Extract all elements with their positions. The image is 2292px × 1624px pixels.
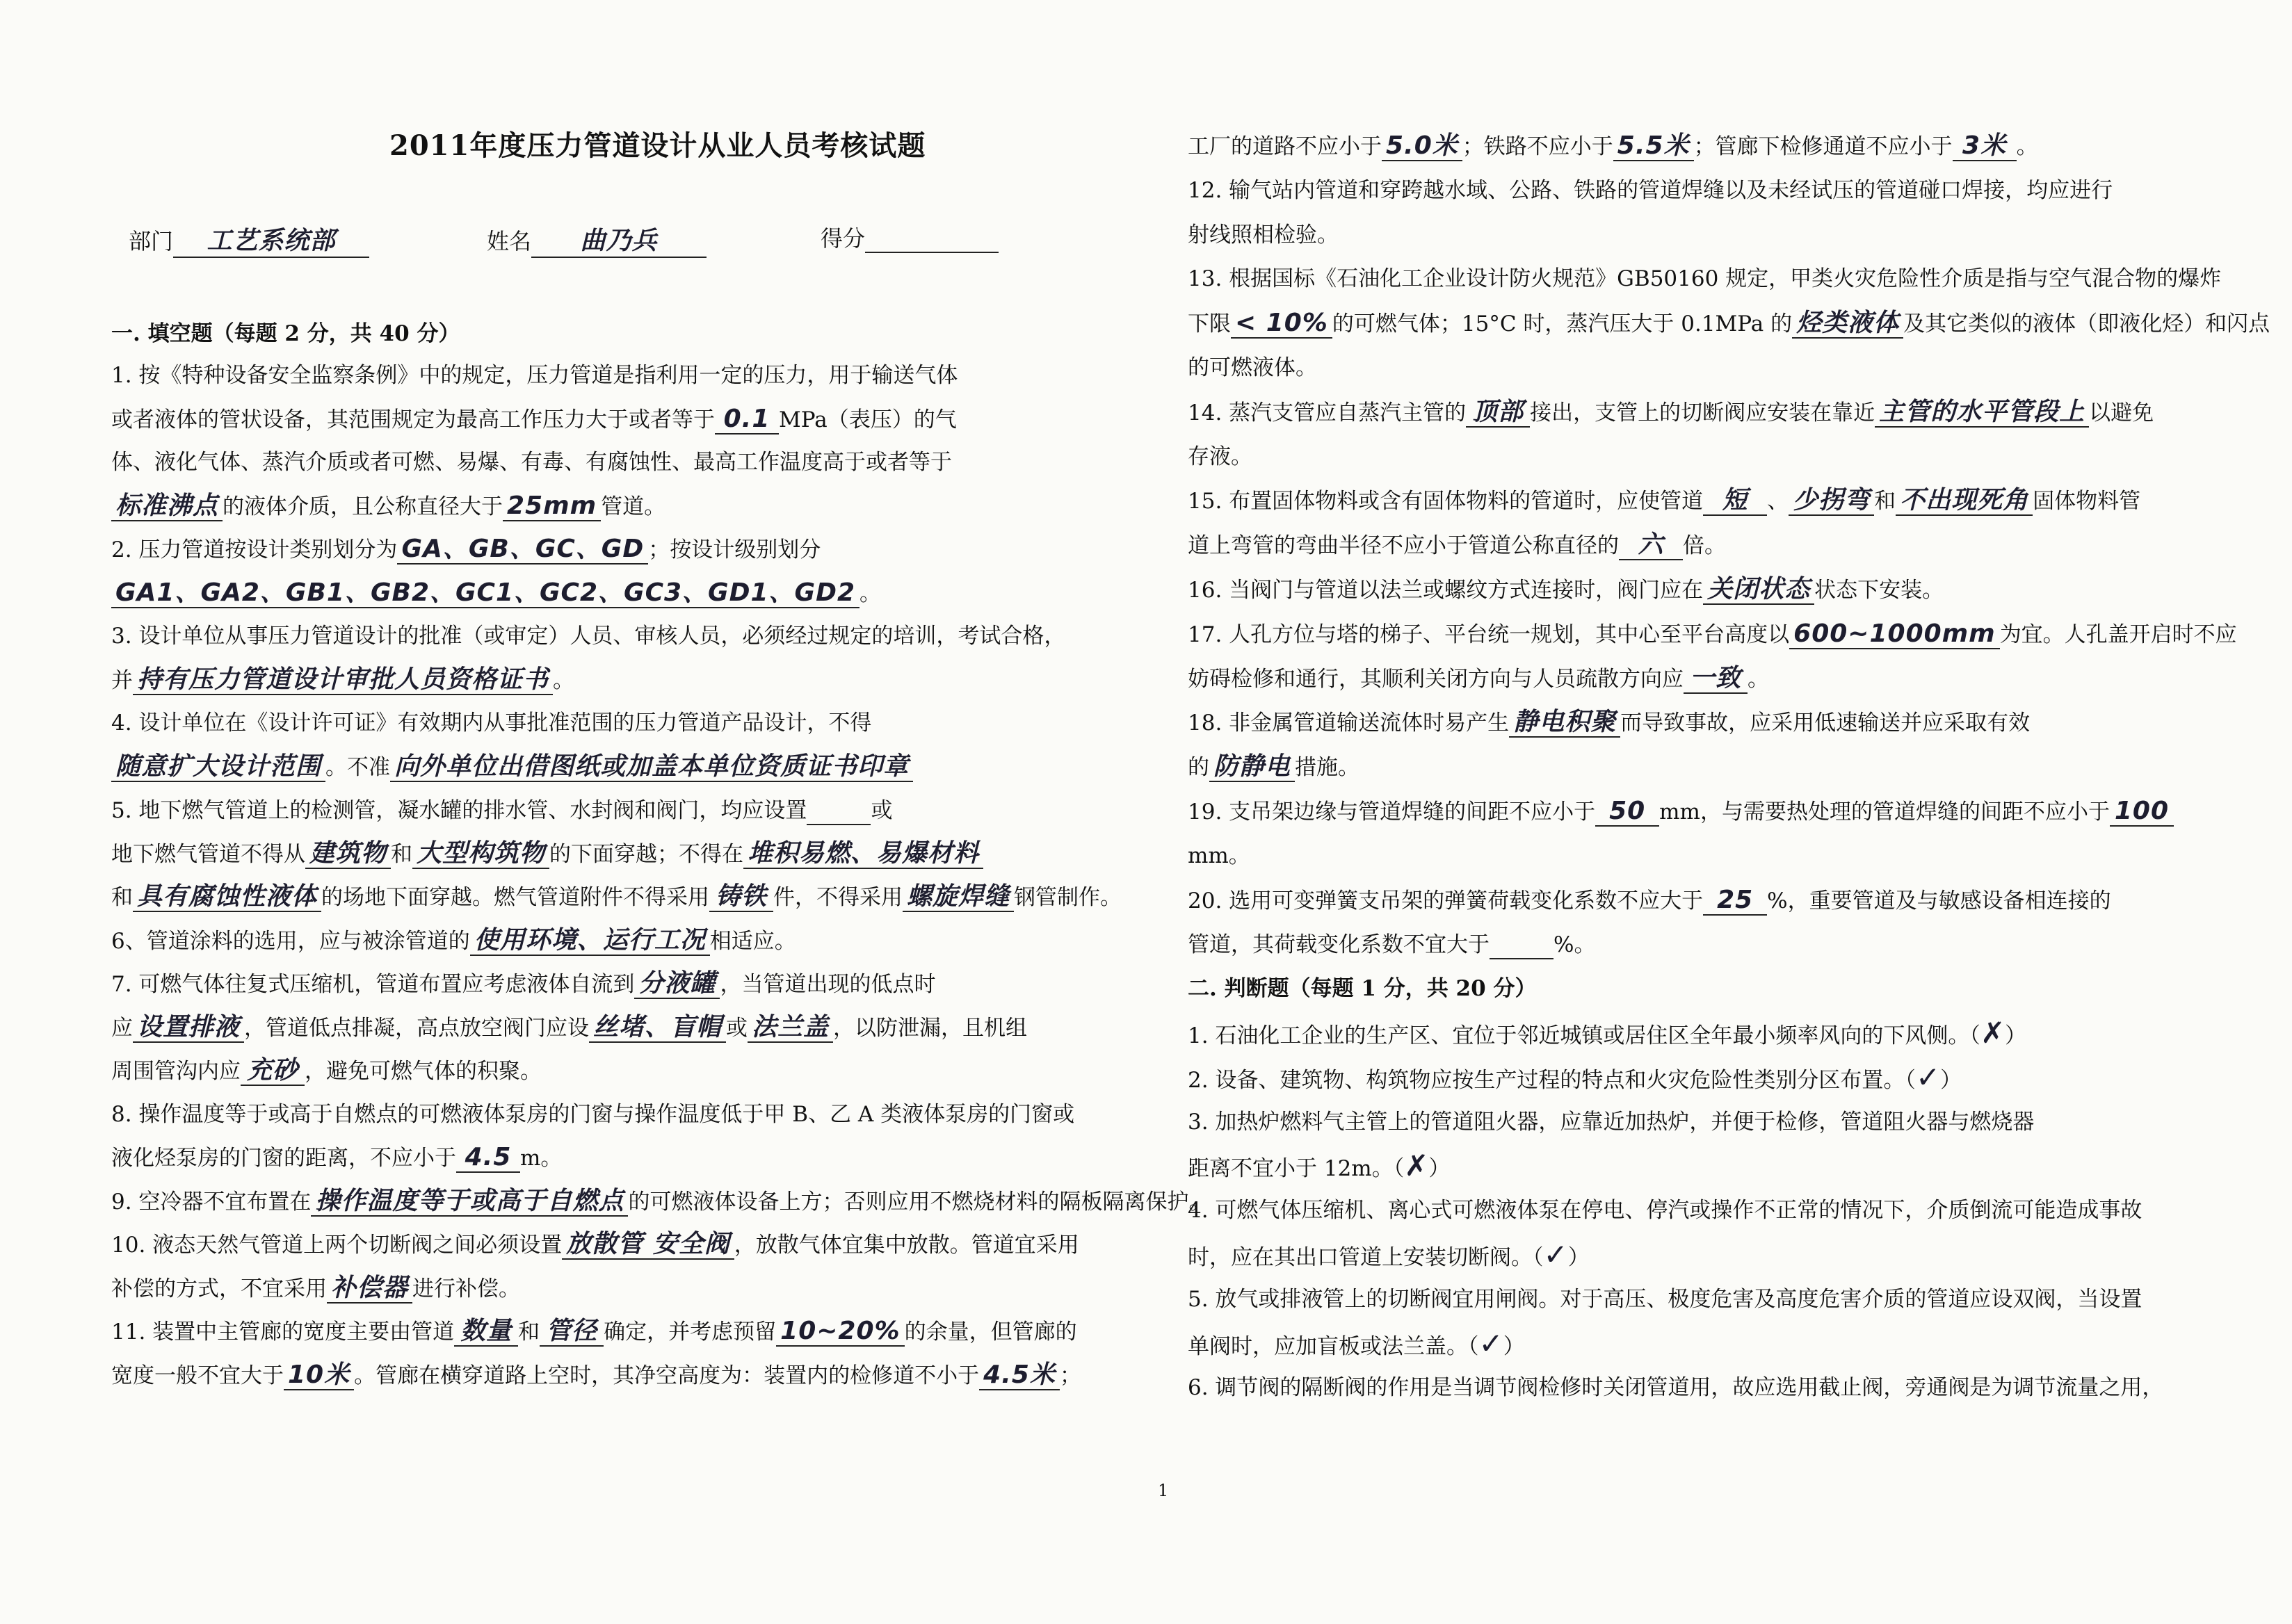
question-text: 。 — [1748, 666, 1769, 692]
question-text: 或 — [871, 798, 893, 823]
question-text: 进行补偿。 — [412, 1276, 521, 1301]
question-line — [1188, 753, 1359, 782]
question-line — [1188, 620, 2237, 649]
handwritten-answer: 5.0米 — [1382, 132, 1462, 161]
question-line — [1188, 930, 1595, 959]
question-line — [1188, 1237, 1590, 1272]
question-text: 10. 液态天然气管道上两个切断阀之间必须设置 — [111, 1233, 563, 1258]
question-text: 的可燃气体；15°C 时，蒸汽压大于 0.1MPa 的 — [1332, 311, 1793, 337]
question-line — [1188, 1016, 2027, 1050]
question-line — [111, 883, 1122, 912]
question-line — [111, 579, 881, 608]
question-line — [1188, 842, 1250, 870]
question-line — [111, 840, 983, 869]
handwritten-answer: 放散管 安全阀 — [562, 1231, 734, 1260]
question-text: 和 — [1874, 489, 1896, 514]
question-text: 下限 — [1188, 311, 1231, 337]
question-text: 道上弯管的弯曲半径不应小于管道公称直径的 — [1188, 533, 1619, 559]
question-line — [1188, 531, 1726, 560]
question-text: 地下燃气管道不得从 — [111, 841, 305, 867]
question-text: 14. 蒸汽支管应自蒸汽主管的 — [1188, 400, 1467, 425]
handwritten-answer: 六 — [1619, 531, 1683, 560]
question-text: 15. 布置固体物料或含有固体物料的管道时，应使管道 — [1188, 489, 1704, 514]
handwritten-answer: 大型构筑物 — [412, 840, 549, 869]
question-line — [1188, 708, 2030, 738]
handwritten-answer: 3米 — [1953, 132, 2017, 161]
handwritten-answer — [1490, 930, 1553, 959]
question-text: 并 — [111, 667, 133, 693]
question-text: 距离不宜小于 12m。（ — [1188, 1156, 1405, 1182]
question-line — [1188, 886, 2111, 916]
question-text: 妨碍检修和通行，其顺利关闭方向与人员疏散方向应 — [1188, 666, 1684, 692]
question-text: 周围管沟内应 — [111, 1059, 241, 1084]
handwritten-answer: 随意扩大设计范围 — [111, 753, 325, 782]
question-text: ） — [1940, 1067, 1962, 1093]
question-text: 确定，并考虑预留 — [604, 1320, 777, 1345]
question-text: 。 — [2016, 134, 2038, 159]
question-line — [111, 753, 913, 782]
handwritten-answer: 25mm — [503, 492, 601, 521]
question-text: 补偿的方式，不宜采用 — [111, 1276, 327, 1301]
question-text: ） — [1567, 1245, 1590, 1270]
handwritten-answer: 100 — [2110, 797, 2174, 827]
question-line — [1188, 265, 2221, 293]
question-line — [111, 1361, 1081, 1390]
question-line — [1188, 1108, 2034, 1136]
dept-field: 部门 工艺系统部 — [129, 221, 369, 258]
question-text: 单阀时，应加盲板或法兰盖。（ — [1188, 1333, 1479, 1359]
handwritten-answer: 使用环境、运行工况 — [470, 927, 710, 956]
question-line — [1188, 177, 2113, 204]
question-text: 9. 空冷器不宜布置在 — [111, 1189, 312, 1215]
question-line — [111, 448, 952, 476]
question-text: 件，不得采用 — [773, 885, 903, 910]
question-line — [111, 796, 892, 825]
question-text: 6. 调节阀的隔断阀的作用是当调节阀检修时关闭管道用，故应选用截止阀，旁通阀是为调节流量之用， — [1188, 1375, 2164, 1401]
question-text: 以避免 — [2089, 400, 2154, 425]
question-text: 的液体介质，且公称直径大于 — [223, 494, 503, 519]
question-text: 钢管制作。 — [1014, 885, 1122, 910]
handwritten-answer: GA1、GA2、GB1、GB2、GC1、GC2、GC3、GD1、GD2 — [111, 579, 860, 608]
question-line — [111, 622, 1065, 650]
page-number: 1 — [1158, 1481, 1169, 1500]
question-line — [111, 970, 935, 999]
question-text: 的余量，但管廊的 — [904, 1320, 1077, 1345]
question-text: ） — [1428, 1156, 1451, 1182]
question-text: 的场地下面穿越。燃气管道附件不得采用 — [321, 885, 710, 910]
question-line — [111, 1231, 1079, 1260]
question-text: 16. 当阀门与管道以法兰或螺纹方式连接时，阀门应在 — [1188, 578, 1704, 603]
question-text: 而导致事故，应采用低速输送并应采取有效 — [1620, 710, 2031, 736]
question-text: 和 — [111, 885, 133, 910]
question-text: 13. 根据国标《石油化工企业设计防火规范》GB50160 规定，甲类火灾危险性介质是指与空气混合物的爆炸 — [1188, 266, 2222, 292]
question-line — [111, 1317, 1077, 1347]
question-text: 。 — [860, 580, 882, 606]
question-line — [111, 1274, 520, 1304]
question-text: 的 — [1188, 755, 1209, 781]
question-text: 11. 装置中主管廊的宽度主要由管道 — [111, 1320, 455, 1345]
question-line — [111, 492, 665, 521]
question-text: 2. 压力管道按设计类别划分为 — [111, 537, 398, 562]
question-text: 管道，其荷载变化系数不宜大于 — [1188, 932, 1490, 958]
handwritten-answer: 法兰盖 — [748, 1014, 833, 1043]
question-text: 4. 可燃气体压缩机、离心式可燃液体泵在停电、停汽或操作不正常的情况下，介质倒流可能造成事故 — [1188, 1198, 2142, 1224]
handwritten-answer: 一致 — [1684, 665, 1748, 694]
question-text: 5. 放气或排液管上的切断阀宜用闸阀。对于高压、极度危害及高度危害介质的管道应设双阀，当设置 — [1188, 1286, 2142, 1312]
judgement-mark: ✗ — [1404, 1148, 1429, 1183]
handwritten-answer: 短 — [1703, 487, 1767, 516]
handwritten-answer: 向外单位出借图纸或加盖本单位资质证书印章 — [390, 753, 913, 782]
question-line — [1188, 309, 2270, 339]
question-text: 相适应。 — [709, 928, 796, 954]
question-text: 应 — [111, 1015, 133, 1041]
question-text: 1. 按《特种设备安全监察条例》中的规定，压力管道是指利用一定的压力，用于输送气体 — [111, 363, 958, 388]
page-title: 2011年度压力管道设计从业人员考核试题 — [389, 129, 926, 162]
handwritten-answer: 分液罐 — [634, 970, 720, 999]
section-heading — [1188, 975, 1536, 1002]
question-text: 液化烃泵房的门窗的距离，不应小于 — [111, 1146, 456, 1171]
question-line — [1188, 132, 2038, 161]
question-line — [1188, 1148, 1451, 1183]
question-text: ，避免可燃气体的积聚。 — [305, 1059, 542, 1084]
name-field: 姓名 曲乃兵 — [487, 221, 707, 258]
question-text: 措施。 — [1295, 755, 1360, 781]
question-line — [111, 405, 957, 435]
question-text: 3. 加热炉燃料气主管上的管道阻火器，应靠近加热炉，并便于检修，管道阻火器与燃烧器 — [1188, 1109, 2035, 1135]
handwritten-answer: 数量 — [454, 1317, 518, 1347]
question-text: ，当管道出现的低点时 — [720, 972, 936, 997]
handwritten-answer: 少拐弯 — [1789, 487, 1874, 516]
question-text: 18. 非金属管道输送流体时易产生 — [1188, 710, 1510, 736]
question-text: 17. 人孔方位与塔的梯子、平台统一规划，其中心至平台高度以 — [1188, 622, 1790, 647]
handwritten-answer: 不出现死角 — [1896, 487, 2033, 516]
question-text: 5. 地下燃气管道上的检测管，凝水罐的排水管、水封阀和阀门，均应设置 — [111, 798, 807, 823]
question-text: 二. 判断题（每题 1 分，共 20 分） — [1188, 976, 1537, 1002]
question-line — [1188, 221, 1339, 249]
question-text: 接出，支管上的切断阀应安装在靠近 — [1530, 400, 1875, 425]
handwritten-answer: 主管的水平管段上 — [1875, 398, 2089, 428]
question-text: 8. 操作温度等于或高于自燃点的可燃液体泵房的门窗与操作温度低于甲 B、乙 A 类液体泵房的门窗或 — [111, 1101, 1075, 1127]
question-text: 宽度一般不宜大于 — [111, 1363, 284, 1388]
handwritten-answer: 50 — [1595, 797, 1659, 827]
question-text: 工厂的道路不应小于 — [1188, 134, 1382, 159]
question-text: 4. 设计单位在《设计许可证》有效期内从事批准范围的压力管道产品设计，不得 — [111, 710, 872, 736]
question-text: 倍。 — [1683, 533, 1726, 559]
question-line — [111, 1014, 1027, 1043]
question-text: MPa（表压）的气 — [779, 407, 957, 432]
question-line — [1188, 1059, 1962, 1094]
question-line — [111, 666, 574, 695]
question-text: 12. 输气站内管道和穿跨越水域、公路、铁路的管道焊缝以及未经试压的管道碰口焊接，均应进行 — [1188, 177, 2113, 203]
judgement-mark: ✓ — [1543, 1237, 1568, 1272]
handwritten-answer: 充砂 — [241, 1057, 305, 1086]
handwritten-answer: 补偿器 — [327, 1274, 412, 1304]
handwritten-answer: 堆积易燃、易爆材料 — [743, 840, 983, 869]
question-line — [111, 927, 796, 956]
question-text: 2. 设备、建筑物、构筑物应按生产过程的特点和火灾危险性类别分区布置。（ — [1188, 1067, 1916, 1093]
handwritten-answer: 4.5 — [456, 1144, 520, 1173]
question-text: 和 — [391, 841, 413, 867]
question-line — [111, 709, 871, 737]
handwritten-answer: 设置排液 — [133, 1014, 244, 1043]
question-text: 为宜。人孔盖开启时不应 — [1999, 622, 2237, 647]
question-text: 的可燃液体。 — [1188, 355, 1317, 380]
question-text: ； — [1059, 1363, 1081, 1388]
handwritten-answer — [807, 796, 871, 825]
question-text: 19. 支吊架边缘与管道焊缝的间距不应小于 — [1188, 799, 1596, 825]
question-line — [111, 1057, 542, 1086]
handwritten-answer: 关闭状态 — [1703, 576, 1814, 605]
question-text: 及其它类似的液体（即液化烃）和闪点 — [1903, 311, 2270, 337]
question-text: 的下面穿越；不得在 — [549, 841, 744, 867]
handwritten-answer: 防静电 — [1209, 753, 1295, 782]
question-line — [1188, 665, 1769, 694]
handwritten-answer: 600~1000mm — [1789, 620, 2000, 649]
question-text: 。不准 — [325, 754, 391, 780]
question-text: ） — [2005, 1023, 2027, 1048]
question-text: 。 — [553, 667, 575, 693]
question-line — [111, 1187, 1210, 1217]
question-text: ，放散气体宜集中放散。管道宜采用 — [734, 1233, 1079, 1258]
judgement-mark: ✗ — [1980, 1016, 2006, 1050]
question-text: mm。 — [1188, 843, 1250, 868]
handwritten-answer: 静电积聚 — [1509, 708, 1620, 738]
question-text: 状态下安装。 — [1814, 578, 1944, 603]
question-text: 射线照相检验。 — [1188, 222, 1339, 247]
question-line — [111, 535, 821, 565]
handwritten-answer: 0.1 — [715, 405, 779, 435]
question-text: 或者液体的管状设备，其范围规定为最高工作压力大于或者等于 — [111, 407, 715, 432]
handwritten-answer: 25 — [1703, 886, 1767, 916]
handwritten-answer: 管径 — [540, 1317, 604, 1347]
handwritten-answer: 螺旋焊缝 — [903, 883, 1014, 912]
handwritten-answer: 烃类液体 — [1792, 309, 1903, 339]
section-1-heading: 一. 填空题（每题 2 分，共 40 分） — [111, 321, 460, 346]
question-text: 体、液化气体、蒸汽介质或者可燃、易爆、有毒、有腐蚀性、最高工作温度高于或者等于 — [111, 450, 952, 475]
question-text: ） — [1503, 1333, 1525, 1359]
question-line — [1188, 1196, 2142, 1224]
question-line — [111, 362, 958, 389]
handwritten-answer: 标准沸点 — [111, 492, 223, 521]
handwritten-answer: < 10% — [1231, 309, 1332, 339]
question-text: %，重要管道及与敏感设备相连接的 — [1767, 888, 2111, 914]
question-text: 管道。 — [601, 494, 666, 519]
question-line — [1188, 443, 1252, 471]
score-field: 得分 — [821, 221, 999, 253]
judgement-mark: ✓ — [1478, 1326, 1503, 1361]
question-line — [1188, 1374, 2163, 1402]
question-text: ，管道低点排凝，高点放空阀门应设 — [244, 1015, 590, 1041]
question-text: 时，应在其出口管道上安装切断阀。（ — [1188, 1245, 1544, 1270]
question-line — [1188, 398, 2154, 428]
handwritten-answer: 10~20% — [776, 1317, 904, 1347]
question-text: 。管廊在横穿道路上空时，其净空高度为：装置内的检修道不小于 — [354, 1363, 980, 1388]
handwritten-answer: 丝堵、盲帽 — [589, 1014, 726, 1043]
question-text: mm，与需要热处理的管道焊缝的间距不应小于 — [1659, 799, 2110, 825]
handwritten-answer: 顶部 — [1466, 398, 1530, 428]
handwritten-answer: 铸铁 — [709, 883, 773, 912]
handwritten-answer: GA、GB、GC、GD — [397, 535, 648, 565]
handwritten-answer: 具有腐蚀性液体 — [133, 883, 321, 912]
question-line — [111, 1144, 562, 1173]
question-line — [1188, 576, 1944, 605]
question-text: 或 — [726, 1015, 748, 1041]
question-text: 存液。 — [1188, 444, 1252, 469]
handwritten-answer: 建筑物 — [305, 840, 391, 869]
handwritten-answer: 10米 — [284, 1361, 354, 1390]
question-text: 固体物料管 — [2033, 489, 2141, 514]
handwritten-answer: 持有压力管道设计审批人员资格证书 — [133, 666, 553, 695]
question-text: 3. 设计单位从事压力管道设计的批准（或审定）人员、审核人员，必须经过规定的培训，考试合格， — [111, 624, 1066, 649]
question-text: ；按设计级别划分 — [648, 537, 821, 562]
question-line — [1188, 1326, 1525, 1361]
question-line — [111, 1101, 1074, 1128]
question-text: 7. 可燃气体往复式压缩机，管道布置应考虑液体自流到 — [111, 972, 635, 997]
handwritten-answer: 5.5米 — [1613, 132, 1694, 161]
judgement-mark: ✓ — [1915, 1059, 1941, 1094]
question-text: 20. 选用可变弹簧支吊架的弹簧荷载变化系数不应大于 — [1188, 888, 1704, 914]
question-text: 、 — [1767, 489, 1789, 514]
question-text: ；铁路不应小于 — [1462, 134, 1613, 159]
question-line — [1188, 1285, 2142, 1313]
question-text: 的可燃液体设备上方；否则应用不燃烧材料的隔板隔离保护。 — [628, 1189, 1211, 1215]
question-line — [1188, 487, 2140, 516]
question-text: ；管廊下检修通道不应小于 — [1693, 134, 1953, 159]
question-text: ，以防泄漏，且机组 — [833, 1015, 1028, 1041]
question-line — [1188, 797, 2174, 827]
question-text: %。 — [1553, 932, 1596, 958]
handwritten-answer: 4.5米 — [979, 1361, 1060, 1390]
question-text: 1. 石油化工企业的生产区、宜位于邻近城镇或居住区全年最小频率风向的下风侧。（ — [1188, 1023, 1980, 1048]
question-text: 6、管道涂料的选用，应与被涂管道的 — [111, 928, 470, 954]
question-text: 和 — [518, 1320, 540, 1345]
question-text: m。 — [520, 1146, 563, 1171]
handwritten-answer: 操作温度等于或高于自燃点 — [311, 1187, 628, 1217]
question-line — [1188, 354, 1317, 382]
